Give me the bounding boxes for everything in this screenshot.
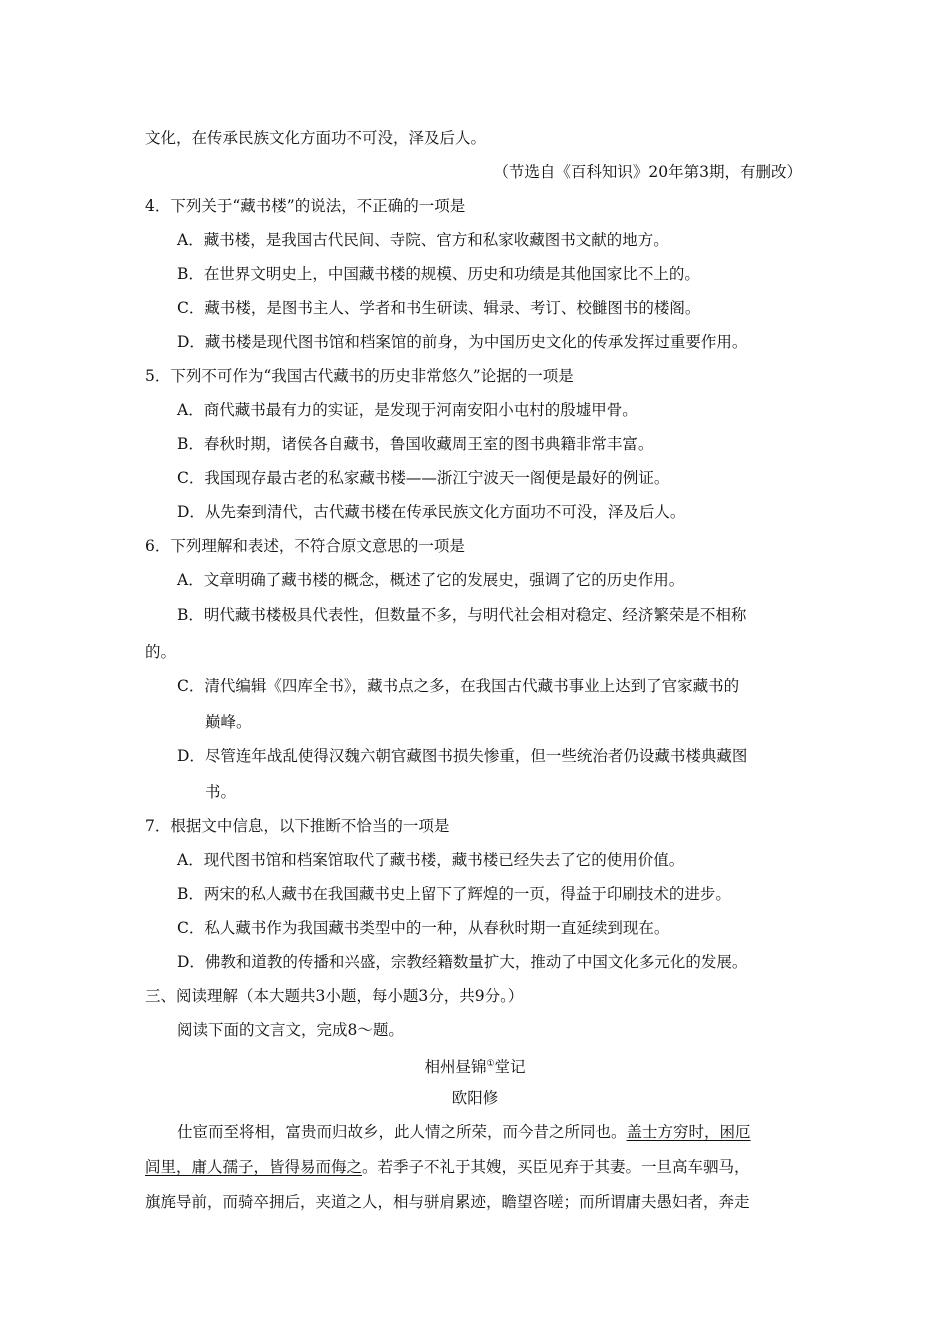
section-heading: 三、阅读理解（本大题共3小题，每小题3分，共9分。） xyxy=(145,987,524,1005)
q6-option-a: A．文章明确了藏书楼的概念，概述了它的发展史，强调了它的历史作用。 xyxy=(177,571,685,589)
source-note: （节选自《百科知识》20年第3期，有删改） xyxy=(493,163,802,181)
question-5: 5．下列不可作为“我国古代藏书的历史非常悠久”论据的一项是 xyxy=(145,367,574,385)
title-main: 相州昼锦 xyxy=(424,1058,487,1077)
q4-option-d: D．藏书楼是现代图书馆和档案馆的前身，为中国历史文化的传承发挥过重要作用。 xyxy=(177,333,748,351)
section-instruction: 阅读下面的文言文，完成8～题。 xyxy=(177,1021,404,1039)
q6-option-c: C．清代编辑《四库全书》，藏书点之多，在我国古代藏书事业上达到了官家藏书的 xyxy=(177,677,740,695)
classical-text-title xyxy=(0,1054,950,1077)
q6-option-d: D．尽管连年战乱使得汉魏六朝官藏图书损失惨重，但一些统治者仍设藏书楼典藏图 xyxy=(177,747,748,765)
text-segment: 。若季子不礼于其嫂，买臣见弃于其妻。一旦高车驷马， xyxy=(362,1158,750,1176)
underlined-sentence: 盖士方穷时，困厄 xyxy=(626,1123,751,1141)
footnote-marker: ① xyxy=(486,1059,495,1069)
q6-option-b: B．明代藏书楼极具代表性，但数量不多，与明代社会相对稳定、经济繁荣是不相称 xyxy=(177,606,747,624)
classical-text-line-1 xyxy=(177,1122,751,1142)
author-name: 欧阳修 xyxy=(451,1089,499,1107)
q6-option-b-cont: 的。 xyxy=(145,643,177,661)
title-end: 堂记 xyxy=(494,1058,526,1077)
q5-option-d: D．从先秦到清代，古代藏书楼在传承民族文化方面功不可没，泽及后人。 xyxy=(177,503,686,521)
q6-option-c-cont: 巅峰。 xyxy=(205,713,252,731)
q7-option-c: C．私人藏书作为我国藏书类型中的一种，从春秋时期一直延续到现在。 xyxy=(177,919,670,937)
q4-option-a: A．藏书楼，是我国古代民间、寺院、官方和私家收藏图书文献的地方。 xyxy=(177,231,669,249)
question-4: 4．下列关于“藏书楼”的说法，不正确的一项是 xyxy=(145,197,466,215)
q7-option-a: A．现代图书馆和档案馆取代了藏书楼，藏书楼已经失去了它的使用价值。 xyxy=(177,851,685,869)
underlined-sentence-cont: 闾里，庸人孺子，皆得易而侮之 xyxy=(145,1158,363,1176)
question-6: 6．下列理解和表述，不符合原文意思的一项是 xyxy=(145,537,465,555)
q4-option-c: C．藏书楼，是图书主人、学者和书生研读、辑录、考订、校雠图书的楼阁。 xyxy=(177,299,701,317)
q5-option-c: C．我国现存最古老的私家藏书楼——浙江宁波天一阁便是最好的例证。 xyxy=(177,469,670,487)
q7-option-d: D．佛教和道教的传播和兴盛，宗教经籍数量扩大，推动了中国文化多元化的发展。 xyxy=(177,953,748,971)
classical-text-line-2 xyxy=(145,1157,750,1177)
q5-option-b: B．春秋时期，诸侯各自藏书，鲁国收藏周王室的图书典籍非常丰富。 xyxy=(177,435,654,453)
question-7: 7．根据文中信息，以下推断不恰当的一项是 xyxy=(145,817,450,835)
q6-option-d-cont: 书。 xyxy=(205,783,237,801)
q7-option-b: B．两宋的私人藏书在我国藏书史上留下了辉煌的一页，得益于印刷技术的进步。 xyxy=(177,885,731,903)
passage-line: 文化，在传承民族文化方面功不可没，泽及后人。 xyxy=(145,129,487,147)
q4-option-b: B．在世界文明史上，中国藏书楼的规模、历史和功绩是其他国家比不上的。 xyxy=(177,265,700,283)
q5-option-a: A．商代藏书最有力的实证，是发现于河南安阳小屯村的殷墟甲骨。 xyxy=(177,401,638,419)
classical-text-line-3: 旗旄导前，而骑卒拥后，夹道之人，相与骈肩累迹，瞻望咨嗟；而所谓庸夫愚妇者，奔走 xyxy=(145,1193,750,1211)
text-segment: 仕宦而至将相，富贵而归故乡，此人情之所荣，而今昔之所同也。 xyxy=(177,1123,627,1141)
